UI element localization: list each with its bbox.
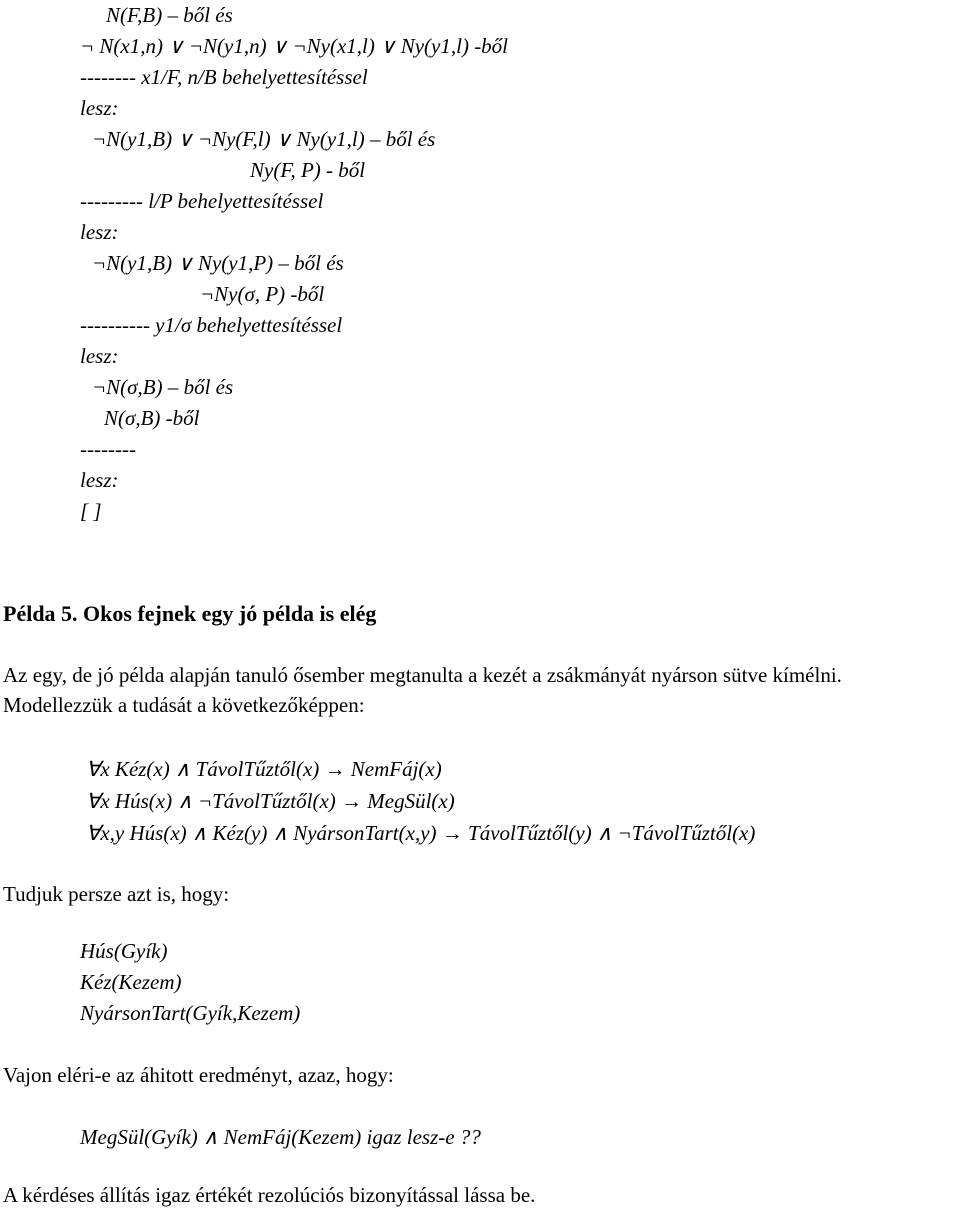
fact-line: Kéz(Kezem) [80,970,182,994]
derivation-line: lesz: [80,96,119,120]
derivation-line: ¬N(y1,B) ∨ Ny(y1,P) – ből és [92,251,344,275]
derivation-line: -------- [80,437,136,461]
fact-line: NyársonTart(Gyík,Kezem) [80,1001,301,1025]
derivation-line: N(σ,B) -ből [104,406,200,430]
derivation-line: N(F,B) – ből és [106,3,233,27]
derivation-line: ¬N(σ,B) – ből és [92,375,234,399]
question-line: MegSül(Gyík) ∧ NemFáj(Kezem) igaz lesz-e ?? [80,1125,481,1149]
derivation-line: lesz: [80,468,119,492]
derivation-line: lesz: [80,344,119,368]
derivation-line: --------- l/P behelyettesítéssel [80,189,324,213]
task-line: A kérdéses állítás igaz értékét rezolúciós bizonyítással lássa be. [3,1183,536,1207]
rule-line: ∀x Hús(x) ∧ ¬TávolTűztől(x) → MegSül(x) [86,789,455,813]
derivation-line: lesz: [80,220,119,244]
derivation-line: Ny(F, P) - ből [250,158,366,182]
facts-intro: Tudjuk persze azt is, hogy: [3,882,230,906]
derivation-line: ---------- y1/σ behelyettesítéssel [80,313,343,337]
derivation-line: ¬ N(x1,n) ∨ ¬N(y1,n) ∨ ¬Ny(x1,l) ∨ Ny(y1,l) -ből [80,34,509,58]
rule-line: ∀x Kéz(x) ∧ TávolTűztől(x) → NemFáj(x) [86,757,442,781]
fact-line: Hús(Gyík) [80,939,168,963]
derivation-line: -------- x1/F, n/B behelyettesítéssel [80,65,368,89]
rule-line: ∀x,y Hús(x) ∧ Kéz(y) ∧ NyársonTart(x,y) → TávolTűztől(y) ∧ ¬TávolTűztől(x) [86,821,756,845]
question-intro: Vajon eléri-e az áhitott eredményt, azaz, hogy: [3,1063,394,1087]
example-intro: Az egy, de jó példa alapján tanuló ősember megtanulta a kezét a zsákmányát nyárson sütve kímélni. Modellezzük a tudását a következőképpen: [3,663,842,717]
derivation-line: ¬Ny(σ, P) -ből [200,282,325,306]
example-heading: Példa 5. Okos fejnek egy jó példa is elég [3,601,377,626]
derivation-line: [ ] [80,499,102,523]
derivation-line: ¬N(y1,B) ∨ ¬Ny(F,l) ∨ Ny(y1,l) – ből és [92,127,436,151]
